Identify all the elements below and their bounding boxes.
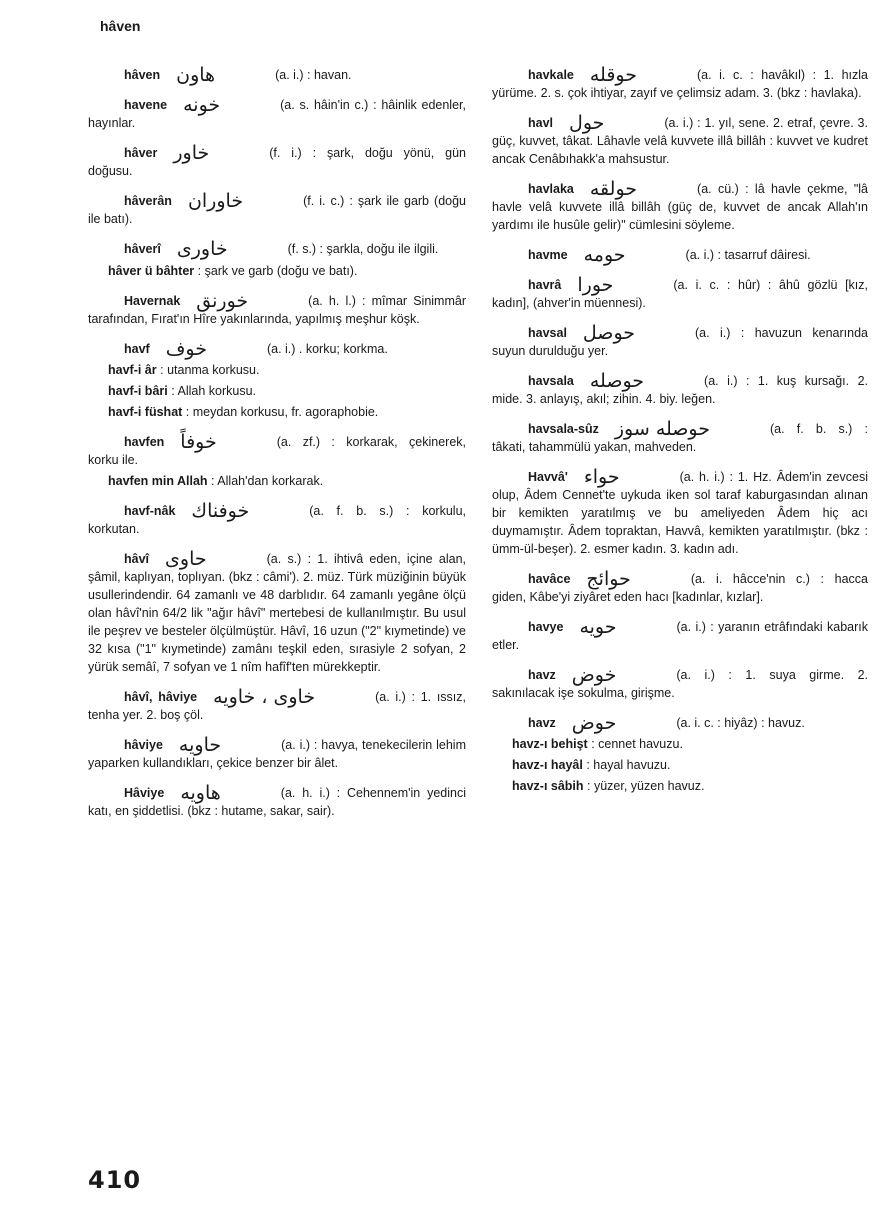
dictionary-entry [88,340,466,358]
entry-headword: hâviye [124,738,163,752]
dictionary-entry [88,784,466,820]
entry-definition: (a. i.) : 1. yıl, sene. 2. etraf, çevre. 3. güç, kuvvet, tâkat. Lâhavle velâ kuvvete illâ billâh : kuvvet ve kudret ancak Cenâbıhakk'a mahsustur. [492,116,868,166]
entry-arabic-script: حاويه [178,734,222,756]
dictionary-entry [492,666,868,702]
sub-entry-term: havz-ı behişt [512,737,588,751]
entry-headword: hâvî [124,552,150,566]
entry-definition: (a. i.) : havan. [275,68,352,82]
entry-definition: (a. i.) : 1. ıssız, tenha yer. 2. boş çöl. [88,690,466,722]
entry-headword: havlaka [528,182,574,196]
page-number: 410 [88,1166,142,1194]
entry-arabic-script: حوقله [589,64,637,86]
entry-definition: (a. i.) : havuzun kenarında suyun durulduğu yer. [492,326,868,358]
entry-arabic-script: حاوى [165,548,207,570]
entry-headword: Havernak [124,294,181,308]
entry-arabic-script: حولقه [589,178,638,200]
entry-arabic-script: حوض [571,712,617,734]
entry-arabic-script: خوض [571,664,617,686]
entry-arabic-script: خاوران [187,190,244,212]
left-column [88,66,466,820]
sub-entry-term: havz-ı sâbih [512,779,584,793]
dictionary-entry [492,468,868,558]
entry-arabic-script: خورنق [196,290,249,312]
entry-headword: havz [528,716,556,730]
entry-arabic-script: حوائج [586,568,631,590]
sub-entry-text: : Allah'dan korkarak. [211,474,324,488]
sub-entry [492,735,868,753]
entry-headword: hâver ü bâhter [108,264,195,278]
entry-headword: havl [528,116,554,130]
dictionary-entry [492,66,868,102]
entry-headword: havfen [124,435,165,449]
entry-headword: hâven [124,68,161,82]
sub-entry-term: havz-ı hayâl [512,758,583,772]
running-head: hâven [100,18,141,34]
entry-arabic-script: حول [569,112,605,134]
dictionary-entry [88,550,466,676]
dictionary-entry [88,66,466,84]
entry-definition: (f. i.) : şark, doğu yönü, gün doğusu. [88,146,466,178]
entry-arabic-script: هاويه [180,782,221,804]
entry-definition: (a. i.) : 1. kuş kursağı. 2. mide. 3. anlayış, akıl; zihin. 4. biy. leğen. [492,374,868,406]
dictionary-entry [88,736,466,772]
entry-headword: Havvâ' [528,470,568,484]
sub-entry [492,756,868,774]
entry-arabic-script: حومه [583,244,626,266]
dictionary-entry [492,420,868,456]
sub-entry-term: havf-i âr [108,363,157,377]
entry-headword: havme [528,248,568,262]
entry-definition: (a. i. c. : hûr) : âhû gözlü [kız, kadın], (ahver'in müennesi). [492,278,868,310]
entry-arabic-script: حورا [577,274,614,296]
entry-definition: (f. s.) : şarkla, doğu ile ilgili. [287,242,439,256]
entry-definition: (a. i. c. : havâkıl) : 1. hızla yürüme. 2. s. çok ihtiyar, zayıf ve çelimsiz adam. 3. (bkz : havlaka). [492,68,868,100]
entry-arabic-script: حويه [579,616,617,638]
entry-headword: Hâviye [124,786,165,800]
entry-arabic-script: حوصله سوز [614,418,710,440]
entry-definition: (a. i. c. : hiyâz) : havuz. [676,716,805,730]
entry-arabic-script: حواء [583,466,620,488]
dictionary-entry [88,688,466,724]
dictionary-entry [492,618,868,654]
entry-definition: (a. i.) : havya, tenekecilerin lehim yaparken kullandıkları, çekice benzer bir âlet. [88,738,466,770]
entry-headword: havf [124,342,150,356]
entry-arabic-script: خاور [173,142,210,164]
entry-arabic-script: حوصل [582,322,636,344]
sub-entry-text: : Allah korkusu. [171,384,256,398]
dictionary-entry [492,714,868,732]
entry-definition: (a. h. i.) : Cehennem'in yedinci katı, en şiddetlisi. (bkz : hutame, sakar, sair). [88,786,466,818]
entry-arabic-script: خاورى [176,238,228,260]
entry-arabic-script: خوفاً [180,431,217,453]
entry-definition: (a. s.) : 1. ihtivâ eden, içine alan, şâmil, kaplıyan, toplıyan. (bkz : câmi'). 2. müz. Türk müziğinin büyük usullerindendir. 64 zamanlı ve 48 darblıdır. 64 zamanlı yegâne ölçü olan hâvî'nin 64/2 lik "ağır hâvî" mertebesi de kullanılmıştır. Bu usul ile peşrev ve besteler ölçülmüştür. Hâvî, 16 uzun ("2" kıymetinde) ve 32 kısa ("1" kıymetinde) zamânı teşkil eden, sırasiyle 2 sofyan, 2 yürük semâî, 7 sofyan ve 1 nîm hafîf'ten mürekkeptir. [88,552,466,674]
entry-headword: havâce [528,572,571,586]
entry-definition: (a. cü.) : lâ havle çekme, "lâ havle velâ kuvvete illâ billâh (güç de, kuvvet de ancak Allah'ın yardımı ile husûle gelir)" cümlesini söyleme. [492,182,868,232]
entry-headword: hâverân [124,194,172,208]
dictionary-entry [492,372,868,408]
entry-definition: (a. i.) : tasarruf dâiresi. [685,248,811,262]
sub-entry-text: : cennet havuzu. [591,737,683,751]
entry-headword: havsala-sûz [528,422,599,436]
dictionary-entry [88,240,466,258]
dictionary-entry [492,276,868,312]
entry-arabic-script: خاوى ، خاويه [213,686,316,708]
entry-headword: havz [528,668,556,682]
entry-definition: (a. i. hâcce'nin c.) : hacca giden, Kâbe'yi ziyâret eden hacı [kadınlar, kızlar]. [492,572,868,604]
entry-definition: (f. i. c.) : şark ile garb (doğu ile batı). [88,194,466,226]
sub-entry-text: : utanma korkusu. [160,363,260,377]
entry-arabic-script: هاون [176,64,216,86]
entry-headword: hâver [124,146,158,160]
entry-arabic-script: حوصله [589,370,645,392]
dictionary-entry [88,96,466,132]
entry-definition: (a. i.) : yaranın etrâfındaki kabarık etler. [492,620,868,652]
sub-entry-term: havfen min Allah [108,474,208,488]
entry-arabic-script: خوفناك [191,500,250,522]
entry-definition: (a. f. b. s.) : korkulu, korkutan. [88,504,466,536]
sub-entry-text: : yüzer, yüzen havuz. [587,779,705,793]
dictionary-entry [88,433,466,469]
dictionary-entry [492,114,868,168]
dictionary-entry [88,144,466,180]
entry-arabic-script: خوف [165,338,207,360]
sub-entry [88,472,466,490]
entry-definition: : şark ve garb (doğu ve batı). [197,264,358,278]
entry-headword: hâverî [124,242,161,256]
sub-entry-term: havf-i füshat [108,405,183,419]
entry-headword: hâvî, hâviye [124,690,198,704]
entry-headword: havsal [528,326,567,340]
entry-headword: havene [124,98,168,112]
entry-definition: (a. zf.) : korkarak, çekinerek, korku ile. [88,435,466,467]
sub-entry [88,361,466,379]
entry-headword: havf-nâk [124,504,176,518]
entry-definition: (a. s. hâin'in c.) : hâinlik edenler, hayınlar. [88,98,466,130]
entry-arabic-script: خونه [183,94,221,116]
sub-entry-text: : hayal havuzu. [586,758,671,772]
entry-definition: (a. f. b. s.) : tâkati, tahammülü yakan, mahveden. [492,422,868,454]
entry-headword: havye [528,620,564,634]
entry-definition: (a. i.) . korku; korkma. [266,342,388,356]
sub-entry [88,403,466,421]
dictionary-entry [88,502,466,538]
entry-headword: havsala [528,374,574,388]
entry-headword: havkale [528,68,574,82]
entry-headword: havrâ [528,278,562,292]
entry-definition: (a. h. l.) : mîmar Sinimmâr tarafından, Fırat'ın Hîre yakınlarında, yapılmış meşhur köşk. [88,294,466,326]
sub-entry-text: : meydan korkusu, fr. agoraphobie. [185,405,379,419]
sub-entry [492,777,868,795]
entry-definition: (a. h. i.) : 1. Hz. Âdem'in zevcesi olup, Âdem Cennet'te uykuda iken sol taraf kaburgasından alınan bir kemikten yaratılmış ve bu ameliyeden Âdem hiç acı duymamıştır. Âdem topraktan, Havvâ, kemikten yaratılmıştır. (bkz : ümm-ül-beşer). 2. esmer kadın. 3. kadın adı. [492,470,868,556]
dictionary-entry [88,262,466,280]
dictionary-entry [88,292,466,328]
sub-entry [88,382,466,400]
sub-entry-term: havf-i bâri [108,384,168,398]
right-column [492,66,868,795]
entry-definition: (a. i.) : 1. suya girme. 2. sakınılacak işe sokulma, girişme. [492,668,868,700]
dictionary-entry [492,246,868,264]
dictionary-entry [88,192,466,228]
dictionary-entry [492,180,868,234]
dictionary-entry [492,324,868,360]
dictionary-entry [492,570,868,606]
